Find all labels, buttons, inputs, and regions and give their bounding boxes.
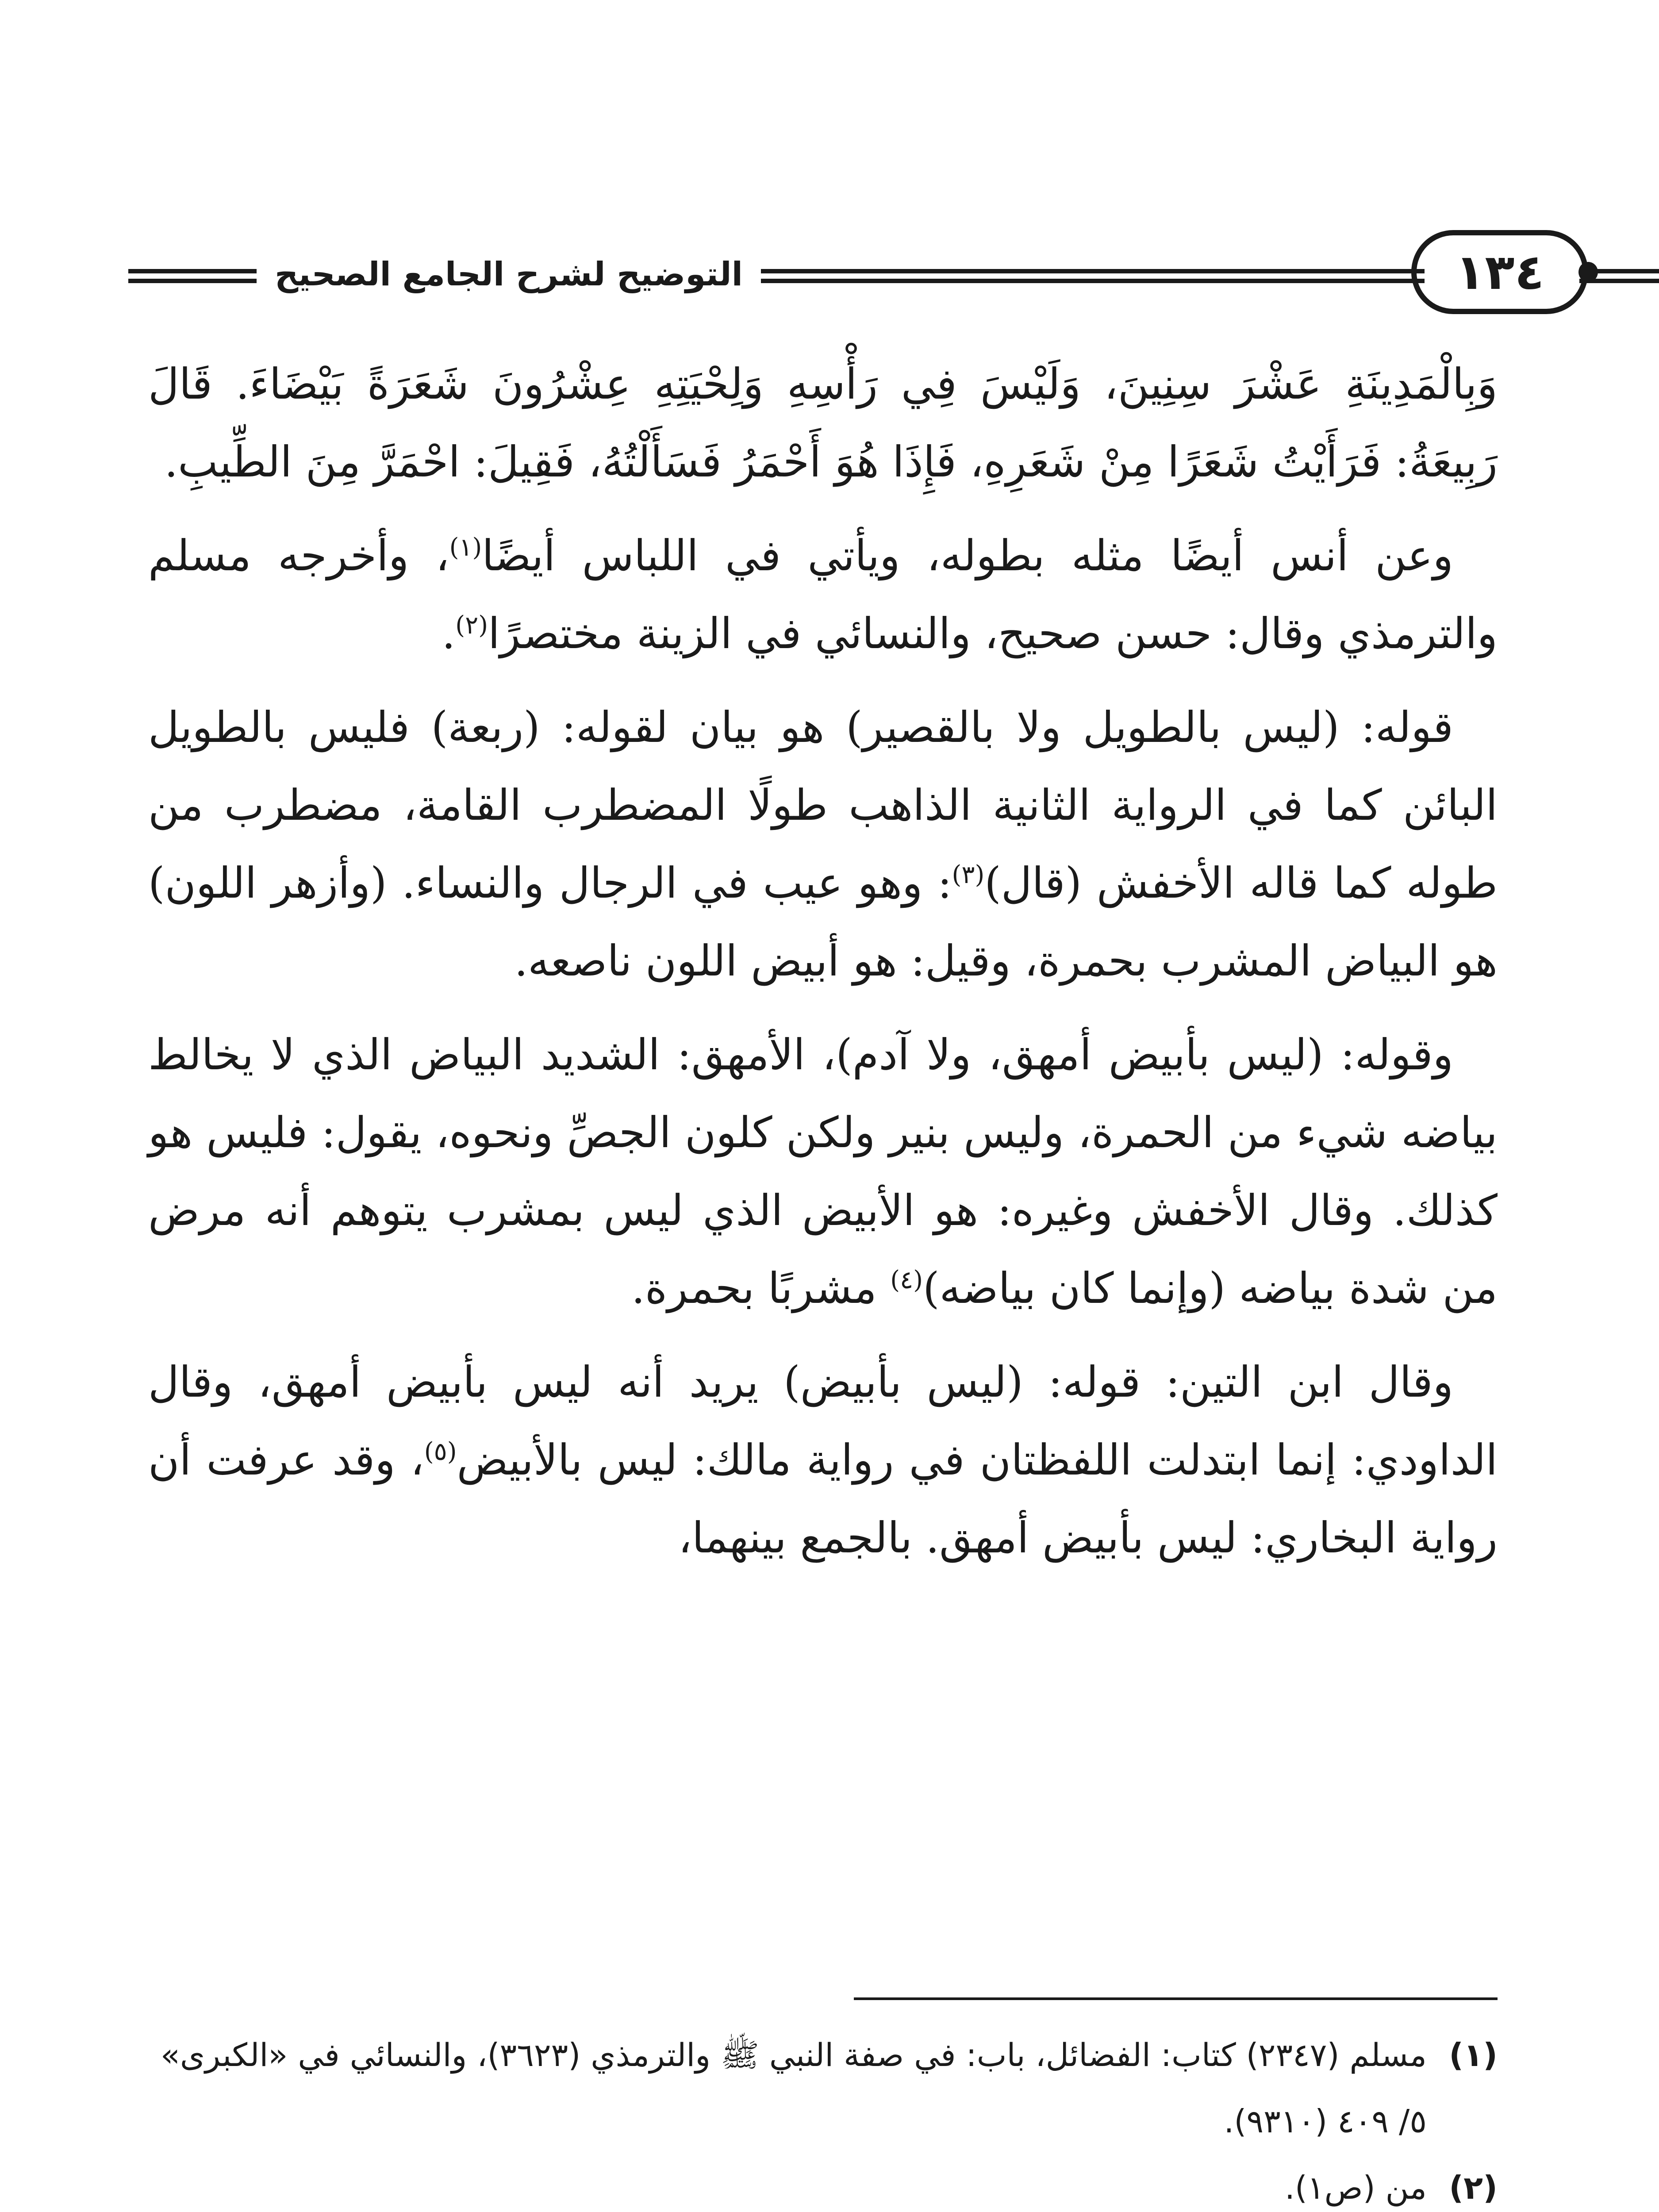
footnote-text: من (ص١). (1284, 2169, 1427, 2206)
footnote-text: مسلم (٢٣٤٧) كتاب: الفضائل، باب: في صفة النبي ﷺ والترمذي (٣٦٢٣)، والنسائي في «الكبرى» ٥/ ٤٠٩ (٩٣١٠). (160, 2036, 1427, 2140)
paragraph-1 (148, 345, 1498, 501)
paragraph-3-text-a: قوله: (ليس بالطويل ولا بالقصير) هو بيان لقوله: (ربعة) فليس بالطويل البائن كما في الرواية الثانية الذاهب طولًا المضطرب القامة، مضطرب من طوله كما قاله الأخفش (قال) (148, 703, 1498, 908)
paragraph-3 (148, 688, 1498, 1000)
footnote-ref-2[interactable]: (٢) (455, 611, 488, 640)
paragraph-2 (148, 517, 1498, 672)
paragraph-4 (148, 1016, 1498, 1327)
paragraph-2-text-a: وعن أنس أيضًا مثله بطوله، ويأتي في اللباس أيضًا (482, 531, 1454, 580)
page-header (128, 230, 1544, 319)
header-rule-middle (761, 269, 1425, 283)
paragraph-4-text-a: وقوله: (ليس بأبيض أمهق، ولا آدم)، الأمهق: الشديد البياض الذي لا يخالط بياضه شيء من الحمرة، وليس بنير ولكن كلون الجصِّ ونحوه، يقول: فليس هو كذلك. وقال الأخفش وغيره: هو الأبيض الذي ليس بمشرب يتوهم أنه مرض من شدة بياضه (وإنما كان بياضه) (148, 1030, 1498, 1313)
footnote-number: (٢) (1449, 2169, 1498, 2206)
paragraph-3-text-b: : وهو عيب في الرجال والنساء. (وأزهر اللون) هو البياض المشرب بحمرة، وقيل: هو أبيض اللون ناصعه. (148, 858, 1498, 986)
page-number: ١٣٤ (1411, 230, 1588, 314)
paragraph-2-text-c: . (442, 609, 456, 658)
footnote-1 (148, 2022, 1498, 2154)
footnote-ref-4[interactable]: (٤) (890, 1266, 923, 1294)
header-rule-right (1579, 269, 1659, 283)
paragraph-5-text-b: ، وقد عرفت أن رواية البخاري: ليس بأبيض أمهق. بالجمع بينهما، (148, 1435, 1498, 1563)
main-text (148, 345, 1498, 1593)
footnote-ref-5[interactable]: (٥) (424, 1437, 457, 1466)
paragraph-1-text: وَبِالْمَدِينَةِ عَشْرَ سِنِينَ، وَلَيْسَ فِي رَأْسِهِ وَلِحْيَتِهِ عِشْرُونَ شَعَرَةً بَيْضَاءَ. قَالَ رَبِيعَةُ: فَرَأَيْتُ شَعَرًا مِنْ شَعَرِهِ، فَإِذَا هُوَ أَحْمَرُ فَسَأَلْتُهُ، فَقِيلَ: احْمَرَّ مِنَ الطِّيبِ. (148, 359, 1498, 487)
paragraph-2-text-b: ، وأخرجه مسلم والترمذي وقال: حسن صحيح، والنسائي في الزينة مختصرًا (148, 531, 1498, 658)
footnote-number: (١) (1449, 2036, 1498, 2074)
paragraph-4-text-b: مشربًا بحمرة. (631, 1263, 891, 1313)
footnote-2 (148, 2154, 1498, 2212)
header-rule-left (128, 269, 257, 283)
footnote-ref-3[interactable]: (٣) (952, 860, 985, 889)
footnote-ref-1[interactable]: (١) (449, 533, 482, 562)
paragraph-5-text-a: وقال ابن التين: قوله: (ليس بأبيض) يريد أنه ليس بأبيض أمهق، وقال الداودي: إنما ابتدلت اللفظتان في رواية مالك: ليس بالأبيض (148, 1357, 1498, 1485)
paragraph-5 (148, 1343, 1498, 1577)
footnotes (148, 2022, 1498, 2212)
footnote-separator (854, 1997, 1498, 2000)
running-title: التوضيح لشرح الجامع الصحيح (274, 255, 743, 293)
